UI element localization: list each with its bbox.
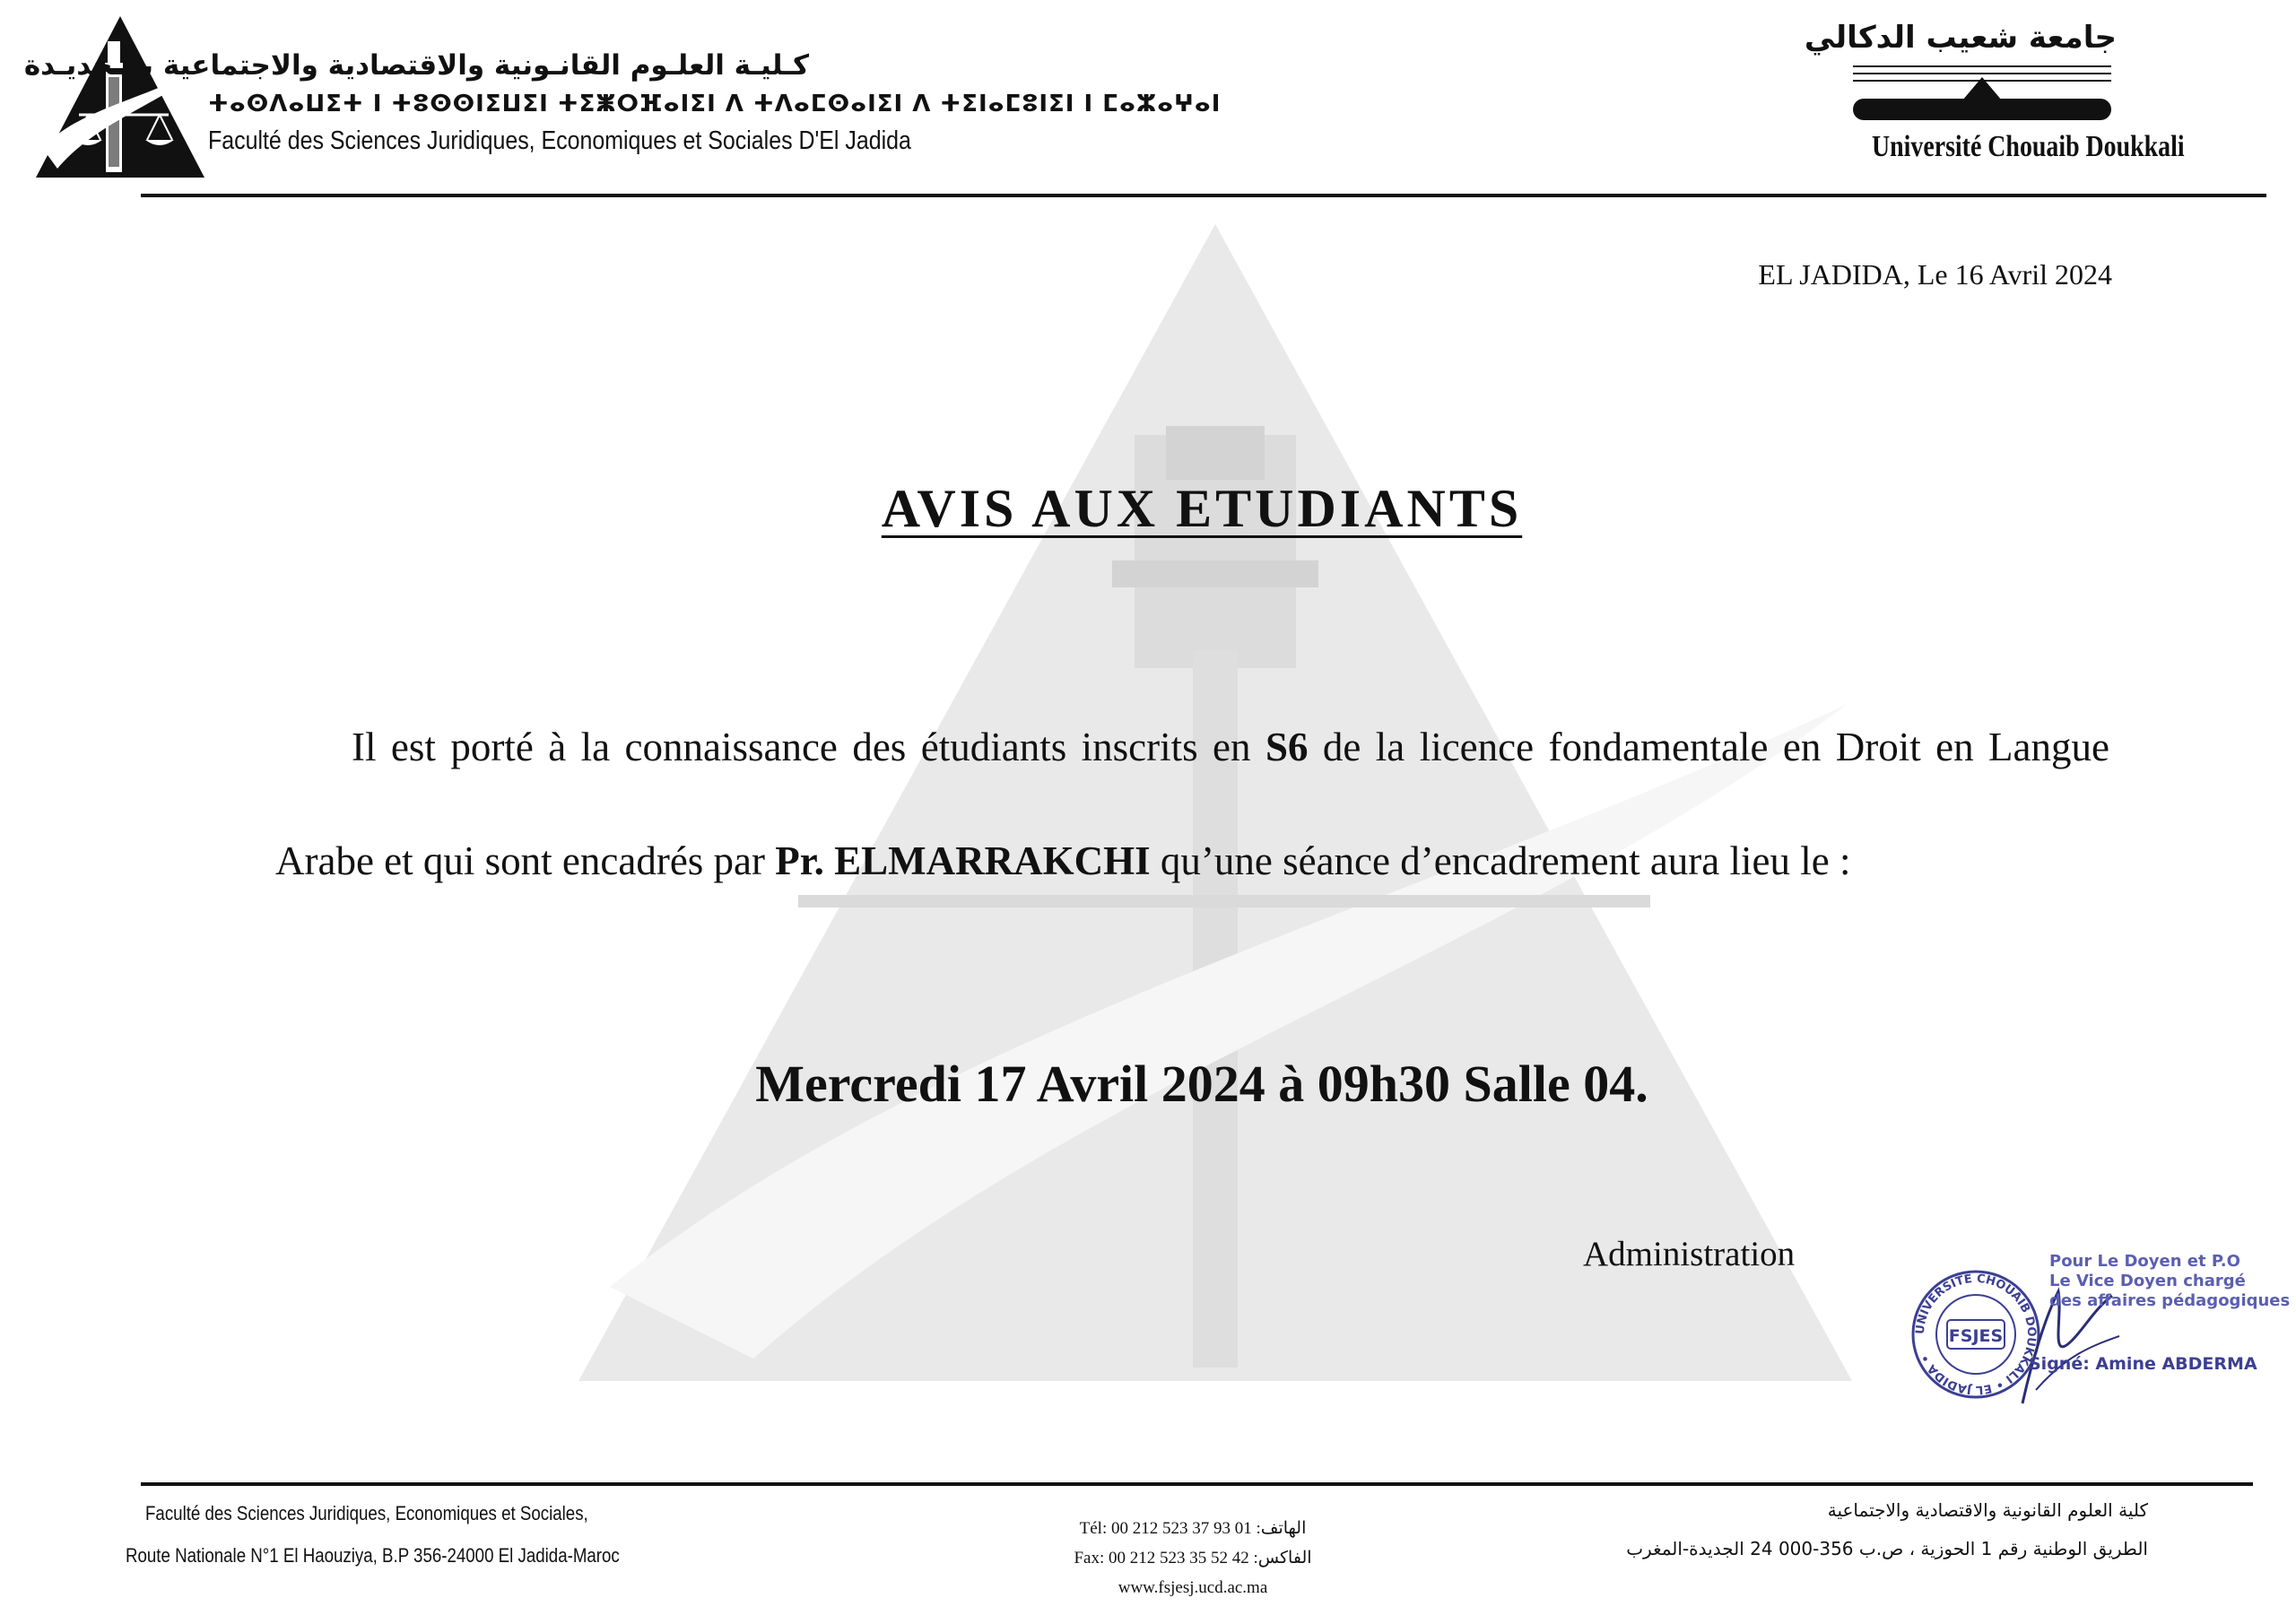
footer-faculty-name-arabic: كلية العلوم القانونية والاقتصادية والاجتماعية bbox=[1827, 1499, 2148, 1521]
stamp-caption-line-2: Le Vice Doyen chargé bbox=[2049, 1272, 2246, 1290]
date-line: EL JADIDA, Le 16 Avril 2024 bbox=[1758, 258, 2112, 291]
document-title: AVIS AUX ETUDIANTS bbox=[881, 479, 1523, 538]
signed-by: Signé: Amine ABDERMA bbox=[2029, 1354, 2257, 1374]
faculty-logo bbox=[34, 14, 206, 179]
signatory: Administration bbox=[1583, 1235, 1796, 1273]
notice-text-1: Il est porté à la connaissance des étudiants inscrits en bbox=[352, 725, 1265, 769]
professor-name: Pr. ELMARRAKCHI bbox=[775, 838, 1151, 883]
notice-paragraph bbox=[275, 690, 2109, 918]
notice-text-3: qu’une séance d’encadrement aura lieu le : bbox=[1150, 838, 1851, 883]
stamp-caption-line-1: Pour Le Doyen et P.O bbox=[2049, 1252, 2240, 1271]
footer-fax: Fax: 00 212 523 35 52 42 :الفاكس bbox=[1074, 1549, 1312, 1568]
header-divider bbox=[141, 194, 2266, 197]
faculty-name-arabic: كـليـة العلـوم القانـونية والاقتصادية والاجتماعية بالـجديـدة bbox=[23, 49, 809, 82]
footer-website[interactable]: www.fsjesj.ucd.ac.ma bbox=[1118, 1578, 1268, 1597]
footer-contact bbox=[1004, 1514, 1381, 1602]
notice-text-2: de la licence fondamentale en Droit en Langue Arabe et qui sont encadrés par bbox=[275, 725, 2109, 883]
semester-code: S6 bbox=[1265, 725, 1309, 769]
stamp-caption-line-3: des affaires pédagogiques bbox=[2049, 1291, 2291, 1310]
footer-faculty-name: Faculté des Sciences Juridiques, Economiques et Sociales, bbox=[145, 1502, 588, 1524]
university-name-arabic: جامعة شعيب الدكالي bbox=[1804, 20, 2117, 56]
faculty-name-french: Faculté des Sciences Juridiques, Economiques et Sociales D'El Jadida bbox=[208, 126, 911, 155]
footer-phone: Tél: 00 212 523 37 93 01 :الهاتف bbox=[1079, 1519, 1307, 1538]
stamp-center-text: FSJES bbox=[1948, 1326, 2004, 1346]
faculty-name-tifinagh: ⵜⴰⵙⴷⴰⵡⵉⵜ ⵏ ⵜⵓⵙⵙⵏⵉⵡⵉⵏ ⵜⵉⵥⵔⴼⴰⵏⵉⵏ ⴷ ⵜⴷⴰⵎⵙⴰⵏⵉⵏ ⴷ ⵜⵉⵏⴰⵎⵓⵏⵉⵏ ⵏ ⵎⴰⵣⴰⵖⴰⵏ bbox=[208, 91, 1222, 117]
footer-address-arabic: الطريق الوطنية رقم 1 الحوزية ، ص.ب 356-000 24 الجديدة-المغرب bbox=[1626, 1538, 2148, 1559]
stamp-ring-text: UNIVERSITÉ CHOUAIB DOUKKALI • EL JADIDA • bbox=[1913, 1272, 2039, 1397]
footer-address: Route Nationale N°1 El Haouziya, B.P 356-24000 El Jadida-Maroc bbox=[126, 1544, 620, 1567]
university-logo bbox=[1848, 63, 2117, 126]
session-details: Mercredi 17 Avril 2024 à 09h30 Salle 04. bbox=[755, 1055, 1648, 1113]
university-name-french: Université Chouaib Doukkali bbox=[1872, 130, 2185, 163]
footer-divider bbox=[141, 1482, 2253, 1486]
stamp-caption bbox=[2049, 1252, 2291, 1311]
